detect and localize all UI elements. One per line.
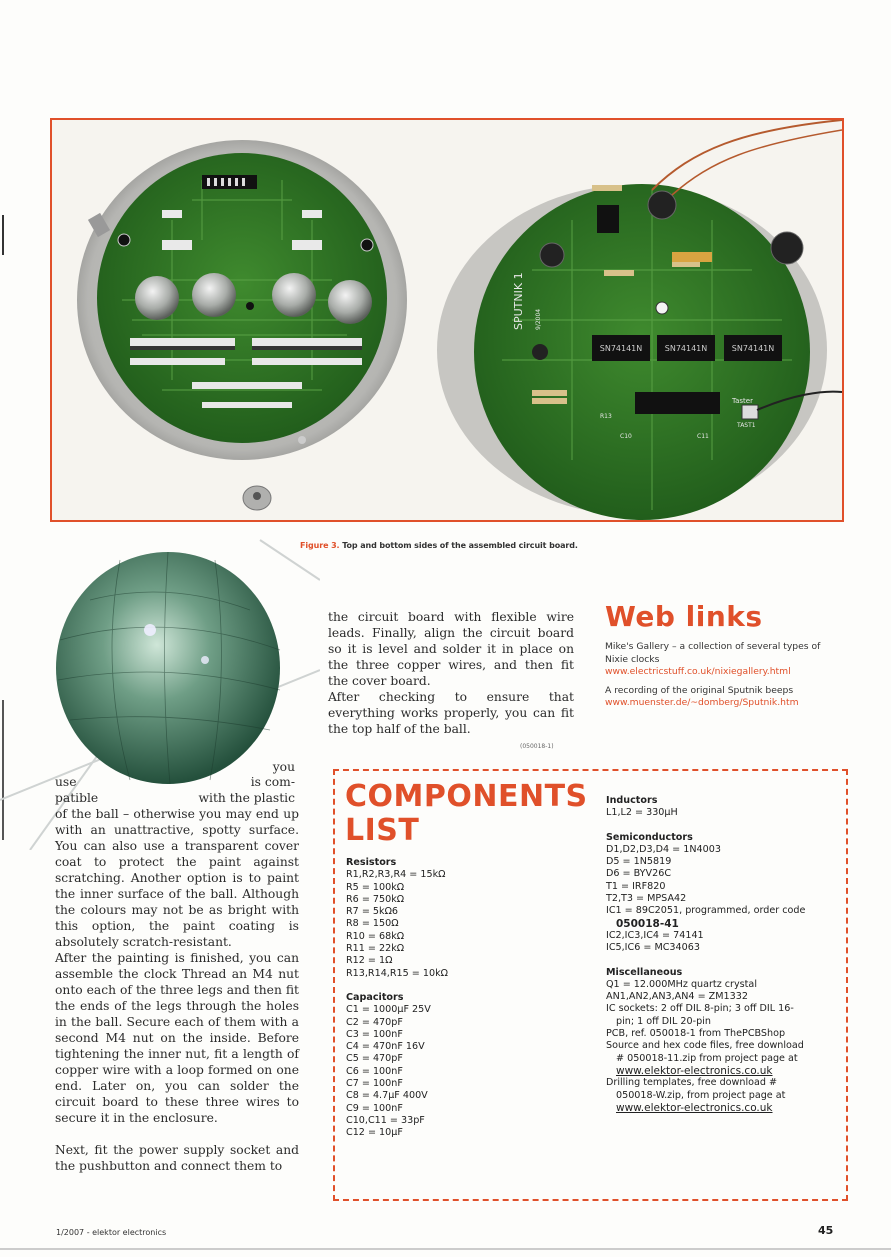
section-heading-inductors: Inductors — [606, 795, 658, 806]
silkscreen-c10: C10 — [620, 433, 632, 440]
list-item: C8 = 4.7µF 400V — [346, 1090, 428, 1102]
paragraph: the circuit board with flexible wire leads. Finally, align the circuit board so it is level and solder it in place on the three copper wires, and then fit the cover board. — [328, 610, 574, 688]
wrap-iscom: is com- — [250, 775, 295, 789]
list-item: IC1 = 89C2051, programmed, order code — [606, 905, 806, 917]
figure-caption-label: Figure 3. — [300, 541, 340, 550]
list-item: T1 = IRF820 — [606, 880, 666, 892]
list-item: IC2,IC3,IC4 = 74141 — [606, 929, 704, 941]
silkscreen-date: 9/2004 — [535, 308, 542, 330]
footer-issue: 1/2007 - elektor electronics — [56, 1228, 167, 1237]
silkscreen-taster: Taster — [732, 397, 753, 405]
paragraph: Next, fit the power supply socket and the pushbutton and connect them to — [55, 1143, 299, 1173]
page-edge-mark — [2, 215, 4, 255]
nixie-tube — [328, 280, 372, 324]
list-item: R6 = 750kΩ — [346, 893, 405, 905]
nixie-tube — [272, 273, 316, 317]
web-link-url[interactable]: www.electricstuff.co.uk/nixiegallery.html — [605, 666, 791, 677]
wrap-use: use — [55, 775, 77, 789]
section-heading-capacitors: Capacitors — [346, 991, 404, 1003]
section-heading-miscellaneous: Miscellaneous — [606, 966, 683, 978]
list-item: L1,L2 = 330µH — [606, 807, 678, 819]
capacitor — [648, 191, 676, 219]
paragraph: After the painting is finished, you can assemble the clock Thread an M4 nut onto each of the three legs and then fit the ends of the legs through the holes in the ball. Secure each of them with a second M4 nut on the inside. Before tightening the inner nut, fit a length of copper wire with a loop formed on one end. Later on, you can solder the circuit board to these three wires to secure it in the enclosure. — [55, 951, 299, 1125]
list-item: C7 = 100nF — [346, 1078, 403, 1090]
page-number: 45 — [818, 1224, 834, 1237]
web-links-title: Web links — [605, 600, 763, 633]
article-ref-code: (050018-1) — [520, 743, 554, 750]
list-item: # 050018-11.zip from project page at — [616, 1052, 798, 1064]
list-item: Drilling templates, free download # — [606, 1077, 778, 1089]
list-item: Source and hex code files, free download — [606, 1040, 804, 1052]
components-title-line2: LIST — [345, 813, 420, 848]
web-link-desc: A recording of the original Sputnik beeps — [605, 684, 794, 696]
list-item: Q1 = 12.000MHz quartz crystal — [606, 978, 757, 990]
ic-1-label: SN74141N — [599, 344, 643, 353]
capacitor — [771, 232, 803, 264]
ic-small — [597, 205, 619, 233]
list-item: C10,C11 = 33pF — [346, 1114, 425, 1126]
figure-caption — [300, 541, 700, 550]
page-bottom-edge — [0, 1248, 891, 1250]
list-item: D1,D2,D3,D4 = 1N4003 — [606, 843, 721, 855]
list-item: C9 = 100nF — [346, 1102, 403, 1114]
order-code: 050018-41 — [616, 917, 679, 930]
list-item: D6 = BYV26C — [606, 868, 672, 880]
list-item: R8 = 150Ω — [346, 918, 399, 930]
list-item: T2,T3 = MPSA42 — [606, 893, 687, 905]
list-item: C6 = 100nF — [346, 1065, 403, 1077]
list-item: PCB, ref. 050018-1 from ThePCBShop — [606, 1028, 786, 1040]
nixie-tube — [192, 273, 236, 317]
list-item: R5 = 100kΩ — [346, 881, 405, 893]
paragraph: After checking to ensure that everything works properly, you can fit the top half of the ball. — [328, 690, 574, 736]
capacitor — [540, 243, 564, 267]
list-item: C1 = 1000µF 25V — [346, 1004, 431, 1016]
list-item: R7 = 5kΩ6 — [346, 906, 399, 918]
website-link[interactable]: www.elektor-electronics.co.uk — [616, 1101, 773, 1114]
wrap-patible: patible — [55, 791, 99, 805]
list-item: R11 = 22kΩ — [346, 943, 405, 955]
section-heading-semiconductors: Semiconductors — [606, 831, 693, 843]
section-heading-resistors: Resistors — [346, 857, 397, 868]
middle-column-body — [328, 609, 574, 737]
website-link[interactable]: www.elektor-electronics.co.uk — [616, 1064, 773, 1077]
wrap-you: you — [272, 760, 295, 774]
list-item: R1,R2,R3,R4 = 15kΩ — [346, 869, 446, 881]
components-title — [345, 779, 588, 848]
silkscreen-c11: C11 — [697, 433, 709, 440]
list-item: 050018-W.zip, from project page at — [616, 1089, 786, 1101]
list-item: AN1,AN2,AN3,AN4 = ZM1332 — [606, 991, 748, 1003]
ic-2-label: SN74141N — [664, 344, 708, 353]
silkscreen-r13: R13 — [600, 413, 612, 420]
list-item: IC5,IC6 = MC34063 — [606, 942, 700, 954]
ic-3-label: SN74141N — [731, 344, 775, 353]
list-item: R13,R14,R15 = 10kΩ — [346, 967, 448, 979]
figure-photo — [50, 118, 844, 522]
left-column-body — [55, 806, 299, 1174]
web-link-desc: Mike's Gallery – a collection of several types of Nixie clocks — [605, 641, 821, 665]
figure-caption-text: Top and bottom sides of the assembled circuit board. — [342, 541, 578, 550]
microcontroller — [635, 392, 720, 414]
silkscreen-tast: TAST1 — [737, 422, 756, 429]
list-item: pin; 1 off DIL 20-pin — [616, 1015, 711, 1027]
components-title-line1: COMPONENTS — [345, 779, 588, 814]
list-item: C2 = 470pF — [346, 1016, 403, 1028]
circuit-board-photo — [52, 120, 842, 520]
nixie-tube — [135, 276, 179, 320]
list-item: D5 = 1N5819 — [606, 856, 672, 868]
web-link-url[interactable]: www.muenster.de/~domberg/Sputnik.htm — [605, 697, 799, 708]
paragraph: of the ball – otherwise you may end up with an unattractive, spotty surface. You can also use a transparent cover coat to protect the paint against scratching. Another option is to paint the inner surface of the ball. Although the colours may not be as bright with this option, the paint coating is absolutely scratch-resistant. — [55, 807, 299, 949]
list-item: R12 = 1Ω — [346, 955, 393, 967]
web-links-box — [605, 600, 845, 710]
list-item: R10 = 68kΩ — [346, 930, 405, 942]
list-item: C3 = 100nF — [346, 1028, 403, 1040]
silkscreen-title: SPUTNIK 1 — [512, 272, 525, 330]
list-item: C5 = 470pF — [346, 1053, 403, 1065]
wrap-with-plastic: with the plastic — [198, 791, 295, 805]
list-item: IC sockets: 2 off DIL 8-pin; 3 off DIL 16- — [606, 1003, 794, 1015]
components-right-column — [606, 795, 844, 1114]
list-item: C12 = 10µF — [346, 1127, 403, 1139]
components-left-column — [346, 857, 586, 1140]
list-item: C4 = 470nF 16V — [346, 1041, 425, 1053]
